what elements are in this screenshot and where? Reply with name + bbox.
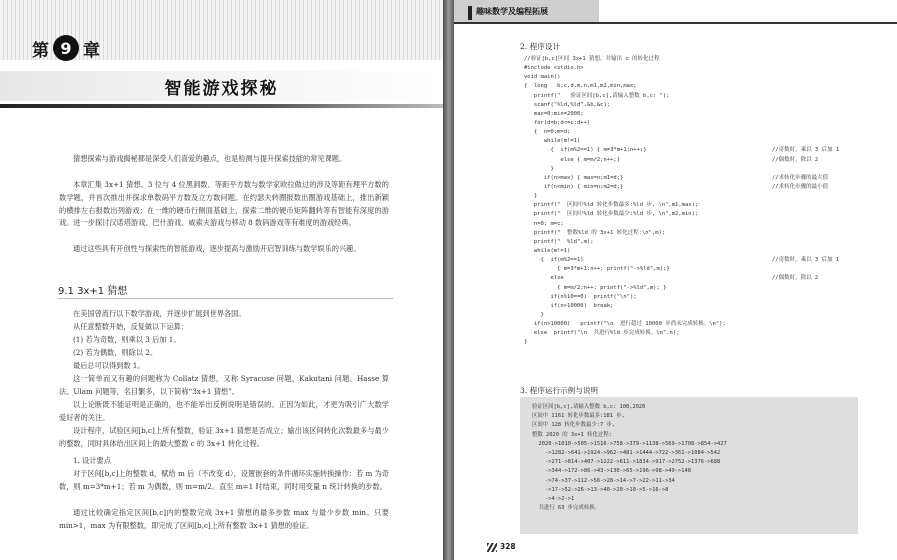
code-line: while(m!=1) — [524, 247, 571, 254]
code-listing — [524, 55, 884, 348]
code-line: if(n<min) { min=n;m2=d;} //求转化步骤的最小值 — [524, 183, 884, 192]
code-line: printf(" 区间中%ld 转化步数最少:%ld 步, \n",m2,min); — [524, 211, 699, 218]
output-line: 共进行 63 步完成转换。 — [532, 505, 600, 512]
page-number — [487, 542, 516, 552]
code-line: { n=0;m=d; — [524, 129, 571, 136]
body-line: 从任意整数开始，反复做以下运算： — [73, 322, 189, 331]
body-line: (2) 若为偶数，则除以 2。 — [73, 348, 158, 357]
code-line: //验证[b,c]区间 3x+1 猜想，并输出 c 的转化过程 — [524, 56, 660, 62]
run-heading: 3. 程序运行示例与说明 — [520, 386, 599, 395]
code-comment: //奇数时，乘以 3 后加 1 — [772, 257, 840, 264]
code-line: printf(" 整数%ld 的 3x+1 转化过程:\n",m); — [524, 229, 666, 236]
header-rule — [454, 22, 897, 24]
chapter-suffix: 章 — [83, 40, 100, 61]
output-line: ->74->37->112->56->28->14->7->22->11->34 — [532, 477, 675, 484]
output-line: 区间中 128 转化步数最少:7 步, — [532, 422, 616, 429]
running-header-tab — [454, 0, 599, 22]
body-line: 这一简单而又有趣的问题称为 Collatz 猜想，又称 Syracuse 问题、Kakutani 问题、Hasse 算法、Ulam 问题等，名目繁多，以下简称“3x+1 猜想”。 — [59, 374, 389, 396]
chapter-number-badge: 9 — [53, 35, 79, 61]
output-line: ->17->52->26->13->40->20->10->5->16->8 — [532, 486, 669, 493]
code-line: printf(" 区间中%ld 转化步数最多:%ld 步, \n",m1,max); — [524, 202, 699, 209]
body-line: 设计程序，试验区间[b,c]上所有整数，验证 3x+1 猜想是否成立；输出该区间转化次数最多与最少的整数，同时具体给出区间上的最大整数 c 的 3x+1 转化过程。 — [59, 426, 389, 448]
code-line: else { m=m/2;n++;} //偶数时，除以 2 — [524, 156, 884, 165]
intro-paragraph: 通过这些具有开创性与探索性的智能游戏，逐步提高与激励开启智训练与数学娱乐的兴趣。 — [73, 244, 361, 253]
code-line: else printf("\n 共进行%ld 步完成转换。\n",n); — [524, 330, 680, 337]
code-line: } — [524, 165, 554, 172]
code-comment: //偶数时，除以 2 — [772, 275, 819, 282]
chapter-title: 智能游戏探秘 — [164, 79, 279, 99]
body-line: 在美国曾流行以下数学游戏，并逐步扩展到世界各国。 — [73, 309, 246, 318]
output-line: 2020->1010->505->1516->758->379->1138->569->1708->854->427 — [532, 440, 727, 447]
code-line: } — [524, 311, 544, 318]
output-line: ->1282->641->1924->962->481->1444->722->361->1084->542 — [532, 449, 721, 456]
body-line: 通过比较确定指定区间[b,c]内的整数完成 3x+1 猜想的最多步数 max 与最少步数 min。只要 min>1，max 为有限整数，即完成了区间[b,c]上所有整数 3x+1 猜想的验证。 — [59, 508, 389, 530]
code-line: if(n%10==0) printf("\n"); — [524, 293, 637, 300]
code-line: void main() — [524, 74, 561, 81]
body-line: 以上论断既不能证明是正确的，也不能举出反例说明是错误的。正因为如此，才更为吸引广大数学爱好者的关注。 — [59, 400, 389, 422]
chapter-prefix: 第 — [32, 40, 49, 61]
intro-paragraph: 猜想探索与游戏揭秘都是深受人们喜爱的趣点，也是检测与提升探索技能的常见课题。 — [73, 154, 347, 163]
book-gutter — [443, 0, 454, 560]
code-line: { if(m%2==1) //奇数时，乘以 3 后加 1 — [524, 256, 884, 265]
title-underline — [0, 104, 443, 108]
right-page — [454, 0, 897, 560]
code-comment: //奇数时，乘以 3 后加 1 — [772, 147, 840, 154]
code-line: if(n>10000) break; — [524, 302, 614, 309]
code-line: scanf("%ld,%ld",&b,&c); — [524, 101, 611, 108]
program-heading: 2. 程序设计 — [520, 42, 561, 51]
page-number-text: 328 — [500, 542, 516, 551]
code-line: n=0; m=c; — [524, 220, 564, 227]
code-line: #include <stdio.h> — [524, 65, 584, 72]
code-line: { m=m/2;n++; printf("->%ld",m); } — [524, 284, 667, 291]
body-line: (1) 若为奇数，则乘以 3 后加 1。 — [73, 335, 181, 344]
code-line: max=0;min=2000; — [524, 110, 584, 117]
body-line: 最后总可以得到数 1。 — [73, 361, 145, 370]
code-line: printf(" 验证区间[b,c],请输入整数 b,c: "); — [524, 92, 670, 99]
code-line: while(m!=1) — [524, 138, 581, 145]
code-line: else //偶数时，除以 2 — [524, 274, 884, 283]
code-line: { long b,c,d,m,n,m1,m2,min,max; — [524, 83, 637, 90]
code-line: if(n>10000) printf("\n 进行超过 10000 步尚未完成转换。\n"); — [524, 321, 726, 328]
code-line: { if(m%2==1) { m=3*m+1;n++;} //奇数时，乘以 3 后加 1 — [524, 146, 884, 155]
output-box — [520, 397, 858, 534]
output-line: ->4->2->1 — [532, 495, 575, 502]
code-comment: //偶数时，除以 2 — [772, 156, 819, 163]
program-output — [532, 403, 727, 513]
page-number-ornament — [487, 543, 497, 552]
code-comment: //求转化步骤的最大值 — [772, 174, 829, 181]
section-heading: 9.1 3x+1 猜想 — [58, 286, 128, 297]
output-line: ->271->814->407->1222->611->1834->917->2752->1376->688 — [532, 459, 721, 466]
chapter-label — [32, 35, 100, 61]
code-line: printf(" %ld",m); — [524, 238, 594, 245]
code-line: { m=3*m+1;n++; printf("->%ld",m);} — [524, 266, 670, 273]
body-line: 对于区间[b,c]上的整数 d，赋给 m 后（不改变 d），设置嵌套的条件循环实施转换操作：若 m 为奇数，则 m=3*m+1；若 m 为偶数，则 m=m/2。直至 m=1 时结束，同时用变量 n 统计转换的步数。 — [59, 469, 389, 491]
output-line: ->344->172->86->43->130->65->196->98->49->148 — [532, 468, 692, 475]
output-line: 验证区间[b,c],请输入整数 b,c: 100,2020 — [532, 404, 646, 410]
section-rule — [58, 298, 393, 299]
header-marker — [468, 6, 472, 20]
code-line: if(n>max) { max=n;m1=d;} //求转化步骤的最大值 — [524, 174, 884, 183]
intro-paragraph: 本章汇集 3x+1 猜想、3 位与 4 位黑洞数、等距平方数与数学家欧拉做过的涉及等距有理平方数的数学题，并首次推出并探求单数码平方数及立方数问题。在约瑟夫转圈报数出圈游戏基础上，推出新颖的横排左右报数出列游戏；在一维的硬币行侧面基础上，探索二维的硬币矩阵翻转等有智能有深度的游戏。进一步探讨汉诺塔游戏、巴什游戏、威索夫游戏与移动 8 数码游戏等有难度的游戏经典。 — [59, 180, 389, 228]
left-page — [0, 0, 443, 560]
output-line: 区间中 1161 转化步数最多:181 步, — [532, 413, 625, 420]
output-line: 整数 2020 的 3x+1 转化过程: — [532, 431, 612, 438]
code-line: } — [524, 339, 528, 346]
running-header: 趣味数学及编程拓展 — [476, 7, 548, 16]
code-comment: //求转化步骤的最小值 — [772, 183, 829, 190]
code-line: for(d=b;d<=c;d++) — [524, 119, 591, 126]
subsection-heading: 1. 设计要点 — [73, 456, 111, 465]
code-line: } — [524, 193, 538, 200]
